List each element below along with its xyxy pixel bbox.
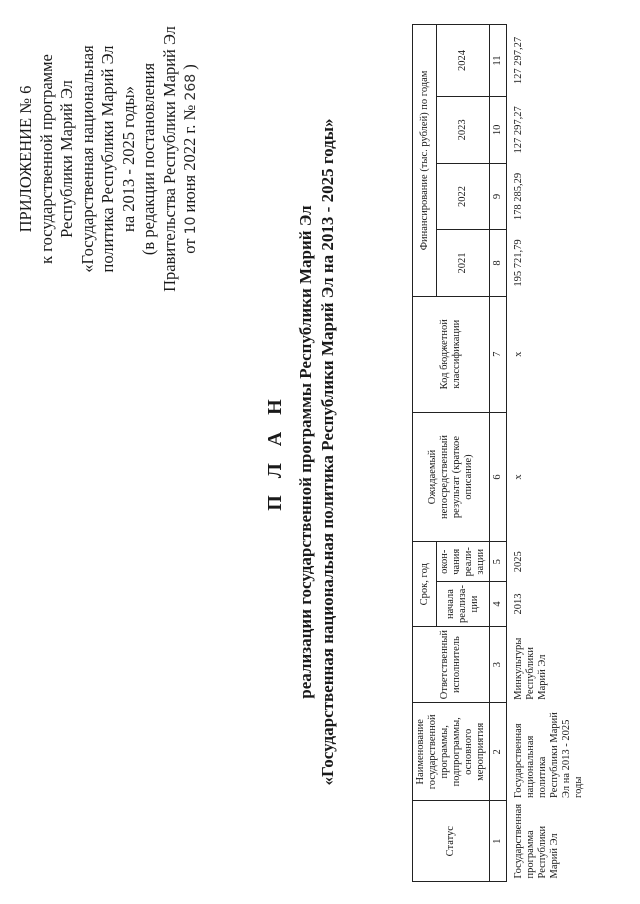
header-status: Статус	[413, 801, 490, 882]
plan-title-line: реализации государственной программы Республики Марий Эл	[296, 205, 315, 699]
header-year: 2021	[437, 230, 490, 297]
appendix-line: к государственной программе	[36, 54, 56, 264]
cell-status: Государственная программа Республики Марий Эл	[513, 803, 560, 879]
appendix-line: «Государственная национальная	[77, 45, 97, 273]
plan-title-line: «Государственная национальная политика Республики Марий Эл на 2013 - 2025 годы»	[318, 118, 337, 786]
column-number: 6	[490, 412, 507, 542]
handwritten-day: 10	[183, 216, 199, 235]
header-executor: Ответственный исполнитель	[413, 627, 490, 703]
appendix-date-line	[180, 14, 202, 304]
cell-fin-2024: 127 297,27	[513, 36, 524, 85]
header-term-end: окон-чания реали-зации	[437, 542, 490, 582]
header-term: Срок, год	[413, 542, 437, 627]
header-name: Наименование государственной программы, подпрограммы, основного мероприятия	[413, 703, 490, 801]
column-number: 8	[490, 230, 507, 297]
cell-fin-2021: 195 721,79	[513, 239, 524, 287]
column-number: 1	[490, 801, 507, 882]
cell-result: х	[513, 474, 524, 480]
table-row	[507, 25, 590, 882]
plan-table	[412, 24, 589, 882]
cell-executor: Минкультуры Республики Марий Эл	[513, 637, 548, 700]
appendix-block	[16, 14, 202, 304]
plan-heading: П Л А Н	[264, 393, 286, 511]
header-term-start: начала реализа-ции	[437, 582, 490, 627]
header-year: 2022	[437, 163, 490, 230]
header-year: 2024	[437, 25, 490, 97]
appendix-line: (в редакции постановления	[139, 62, 158, 256]
header-year: 2023	[437, 97, 490, 164]
appendix-line: Правительства Республики Марий Эл	[159, 26, 179, 292]
column-number: 4	[490, 582, 507, 627]
cell-fin-2022: 178 285,29	[513, 172, 524, 221]
column-number-row	[490, 25, 507, 882]
appendix-line: политика Республики Марий Эл	[98, 45, 117, 273]
date-suffix: )	[180, 64, 199, 70]
date-month-year: июня 2022 г. №	[180, 104, 199, 213]
header-result: Ожидаемый непосредственный результат (краткое описание)	[413, 412, 490, 542]
column-number: 2	[490, 703, 507, 801]
cell-end: 2025	[513, 551, 524, 573]
cell-fin-2023: 127 297,27	[513, 106, 524, 154]
column-number: 9	[490, 163, 507, 230]
column-number: 11	[490, 25, 507, 97]
handwritten-number: 268	[183, 73, 199, 101]
cell-start: 2013	[513, 593, 524, 615]
appendix-number: ПРИЛОЖЕНИЕ № 6	[16, 85, 35, 233]
appendix-line: на 2013 - 2025 годы»	[118, 86, 138, 233]
header-financing: Финансирование (тыс. рублей) по годам	[413, 25, 437, 297]
appendix-line: Республики Марий Эл	[57, 80, 76, 238]
cell-budget-code: х	[513, 351, 524, 357]
column-number: 5	[490, 542, 507, 582]
column-number: 7	[490, 296, 507, 412]
date-prefix: от	[180, 238, 199, 254]
header-budget-code: Код бюджетной классификации	[413, 296, 490, 412]
column-number: 10	[490, 97, 507, 164]
column-number: 3	[490, 627, 507, 703]
cell-name: Государственная национальная политика Республики Марий Эл на 2013 - 2025 годы	[513, 712, 584, 798]
